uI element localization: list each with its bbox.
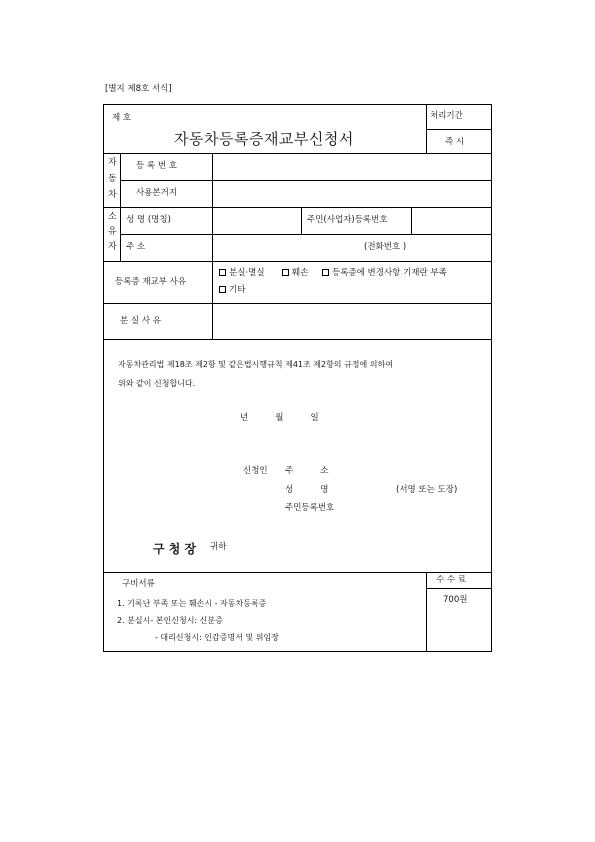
garage-location-field[interactable] <box>213 181 491 206</box>
form-number: [별지 제8호 서식] <box>105 84 172 94</box>
garage-location-label: 사용본거지 <box>136 188 178 198</box>
reason-option-lost[interactable]: 분실·멸실 <box>219 269 265 278</box>
applicant-label: 신청인 <box>243 466 268 476</box>
checkbox-icon <box>219 269 226 276</box>
owner-side-char: 자 <box>108 242 117 252</box>
document-number-label: 제 호 <box>112 113 132 123</box>
legal-statement: 자동차관리법 제18조 제2항 및 같은법시행규칙 제41조 제2항의 규정에 의하여 <box>118 360 393 369</box>
owner-address-field[interactable] <box>213 235 363 260</box>
divider <box>301 207 302 234</box>
reissue-reason-label: 등록증 재교부 사유 <box>115 277 187 287</box>
processing-period-value: 즉 시 <box>445 137 465 147</box>
registration-number-label: 등 록 번 호 <box>136 161 177 171</box>
divider <box>120 153 121 261</box>
divider <box>103 572 492 573</box>
applicant-address-label: 주 소 <box>285 466 329 476</box>
owner-id-label: 주민(사업자)등록번호 <box>307 215 388 225</box>
divider <box>426 588 492 589</box>
required-document-item: 2. 분실시- 본인신청시: 신분증 <box>117 616 223 625</box>
legal-statement-cont: 위와 같이 신청합니다. <box>118 379 196 388</box>
signature-label: (서명 또는 도장) <box>396 485 458 495</box>
owner-address-label: 주 소 <box>126 242 146 252</box>
fee-label: 수 수 료 <box>436 575 467 585</box>
reason-option-other[interactable]: 기타 <box>219 286 245 295</box>
checkbox-icon <box>322 269 329 276</box>
checkbox-icon <box>219 286 226 293</box>
required-document-item: - 대리신청시: 인감증명서 및 위임장 <box>155 633 279 642</box>
lost-reason-field[interactable] <box>213 304 491 338</box>
reason-option-insufficient-space[interactable]: 등록증에 변경사항 기재란 부족 <box>322 269 447 278</box>
recipient-suffix: 귀하 <box>210 542 227 552</box>
phone-number-label: (전화번호 ) <box>364 242 407 252</box>
application-date: 년 월 일 <box>240 413 319 423</box>
fee-value: 700원 <box>443 595 468 605</box>
owner-id-field[interactable] <box>412 208 491 233</box>
registration-number-field[interactable] <box>213 154 491 179</box>
owner-name-field[interactable] <box>213 208 300 233</box>
applicant-id-label: 주민등록번호 <box>285 503 335 513</box>
vehicle-side-char: 자 <box>108 158 117 168</box>
owner-side-char: 유 <box>108 227 117 237</box>
divider <box>426 572 427 652</box>
recipient-title: 구 청 장 <box>153 542 197 556</box>
required-document-item: 1. 기록난 부족 또는 훼손시 - 자동차등록증 <box>117 599 267 608</box>
applicant-name-label: 성 명 <box>285 485 329 495</box>
vehicle-side-char: 차 <box>108 190 117 200</box>
vehicle-side-char: 동 <box>108 174 117 184</box>
processing-period-label: 처리기간 <box>430 111 463 121</box>
owner-name-label: 성 명 (명칭) <box>126 215 171 225</box>
lost-reason-label: 분 실 사 유 <box>120 316 161 326</box>
divider <box>426 104 427 153</box>
reason-option-damaged[interactable]: 훼손 <box>282 269 308 278</box>
divider <box>426 129 492 130</box>
divider <box>103 339 492 340</box>
form-title: 자동차등록증재교부신청서 <box>174 130 354 148</box>
owner-side-char: 소 <box>108 212 117 222</box>
checkbox-icon <box>282 269 289 276</box>
required-documents-label: 구비서류 <box>122 579 155 589</box>
divider <box>103 261 492 262</box>
